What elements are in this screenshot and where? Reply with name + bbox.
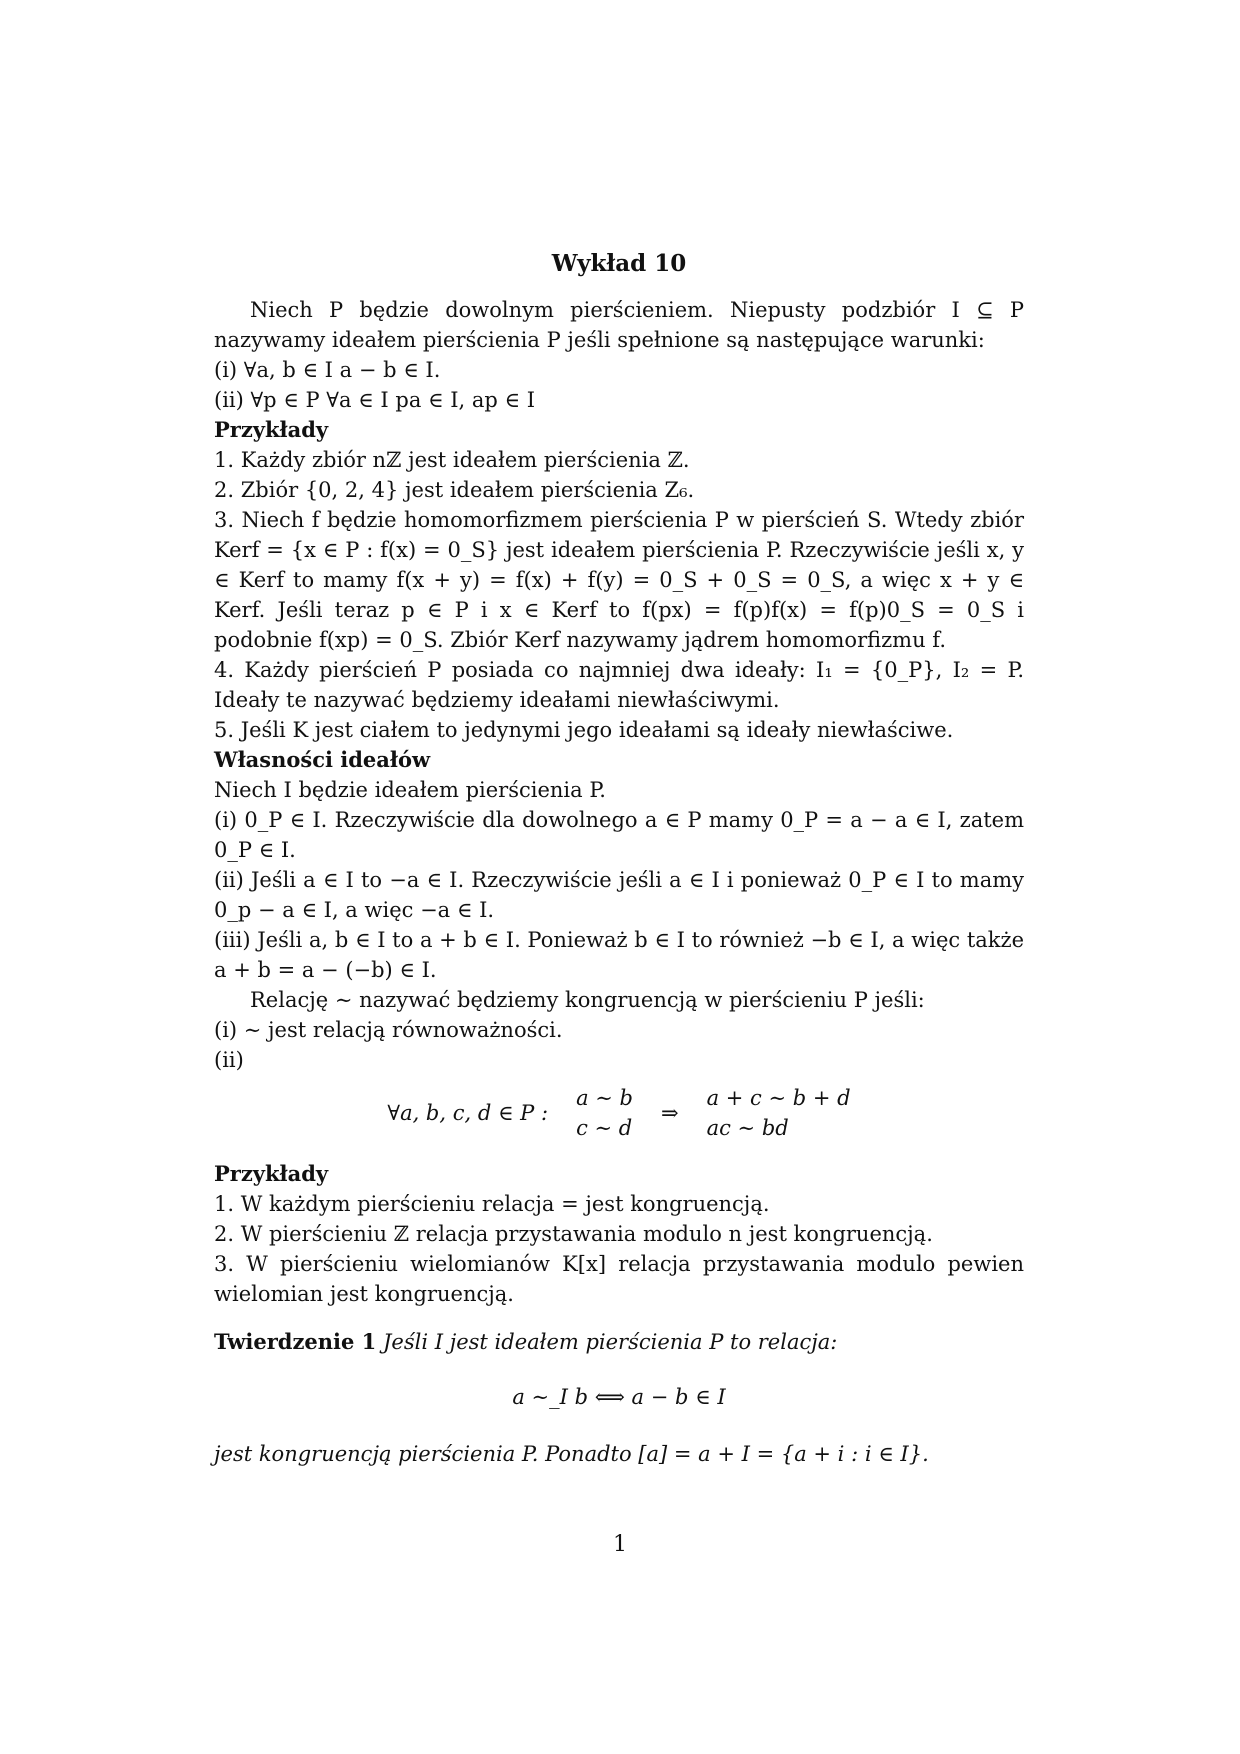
example-1: 1. Każdy zbiór nℤ jest ideałem pierścienia ℤ. [214, 448, 690, 472]
congruence-cond-1: (i) ∼ jest relacją równoważności. [214, 1018, 563, 1042]
property-1: (i) 0_P ∈ I. Rzeczywiście dla dowolnego a ∈ P mamy 0_P = a − a ∈ I, zatem 0_P ∈ I. [214, 808, 1024, 862]
property-2: (ii) Jeśli a ∈ I to −a ∈ I. Rzeczywiście jeśli a ∈ I i ponieważ 0_P ∈ I to mamy 0_p − a ∈ I, a więc −a ∈ I. [214, 868, 1024, 922]
implies-symbol: ⇒ [660, 1101, 679, 1125]
page-number: 1 [613, 1532, 627, 1557]
conclusion-bottom: ac ∼ bd [706, 1116, 789, 1140]
formula-conclusions [707, 1083, 851, 1143]
ideal-condition-2: (ii) ∀p ∈ P ∀a ∈ I pa ∈ I, ap ∈ I [214, 388, 536, 412]
theorem-formula: a ∼_I b ⟺ a − b ∈ I [512, 1385, 726, 1409]
theorem-conclusion: jest kongruencją pierścienia P. Ponadto [a] = a + I = {a + i : i ∈ I}. [214, 1442, 929, 1466]
congruence-intro: Relację ∼ nazywać będziemy kongruencją w pierścieniu P jeśli: [250, 988, 925, 1012]
formula-quantifier: ∀a, b, c, d ∈ P : [387, 1101, 549, 1125]
example2-1: 1. W każdym pierścieniu relacja = jest kongruencją. [214, 1192, 770, 1216]
premise-top: a ∼ b [576, 1086, 633, 1110]
theorem-label: Twierdzenie 1 [214, 1329, 377, 1354]
properties-intro: Niech I będzie ideałem pierścienia P. [214, 778, 606, 802]
example-5: 5. Jeśli K jest ciałem to jedynymi jego ideałami są ideały niewłaściwe. [214, 718, 954, 742]
congruence-cond-2: (ii) [214, 1048, 244, 1072]
formula-premises [576, 1083, 633, 1143]
examples-heading: Przykłady [214, 417, 329, 442]
premise-bottom: c ∼ d [576, 1116, 633, 1140]
example-2: 2. Zbiór {0, 2, 4} jest ideałem pierścienia Z₆. [214, 478, 695, 502]
theorem-statement [214, 1327, 1024, 1357]
congruence-formula [214, 1083, 1024, 1143]
example2-2: 2. W pierścieniu ℤ relacja przystawania modulo n jest kongruencją. [214, 1222, 933, 1246]
intro-paragraph: Niech P będzie dowolnym pierścieniem. Niepusty podzbiór I ⊆ P nazywamy ideałem pierścienia P jeśli spełnione są następujące warunki: [214, 298, 1024, 352]
examples2-heading: Przykłady [214, 1161, 329, 1186]
properties-heading: Własności ideałów [214, 747, 431, 772]
theorem-text: Jeśli I jest ideałem pierścienia P to relacja: [383, 1330, 838, 1354]
example2-3: 3. W pierścieniu wielomianów K[x] relacja przystawania modulo pewien wielomian jest kongruencją. [214, 1252, 1024, 1306]
conclusion-top: a + c ∼ b + d [706, 1086, 851, 1110]
page-content [214, 250, 1024, 1469]
example-4: 4. Każdy pierścień P posiada co najmniej dwa ideały: I₁ = {0_P}, I₂ = P. Ideały te nazywać będziemy ideałami niewłaściwymi. [214, 658, 1024, 712]
lecture-title: Wykład 10 [551, 250, 687, 277]
ideal-condition-1: (i) ∀a, b ∈ I a − b ∈ I. [214, 358, 441, 382]
property-3: (iii) Jeśli a, b ∈ I to a + b ∈ I. Ponieważ b ∈ I to również −b ∈ I, a więc także a + b = a − (−b) ∈ I. [214, 928, 1024, 982]
example-3: 3. Niech f będzie homomorfizmem pierścienia P w pierścień S. Wtedy zbiór Kerf = {x ∈ P : f(x) = 0_S} jest ideałem pierścienia P. Rzeczywiście jeśli x, y ∈ Kerf to mamy f(x + y) = f(x) + f(y) = 0_S + 0_S = 0_S, a więc x + y ∈ Kerf. Jeśli teraz p ∈ P i x ∈ Kerf to f(px) = f(p)f(x) = f(p)0_S = 0_S i podobnie f(xp) = 0_S. Zbiór Kerf nazywamy jądrem homomorfizmu f. [214, 508, 1024, 652]
